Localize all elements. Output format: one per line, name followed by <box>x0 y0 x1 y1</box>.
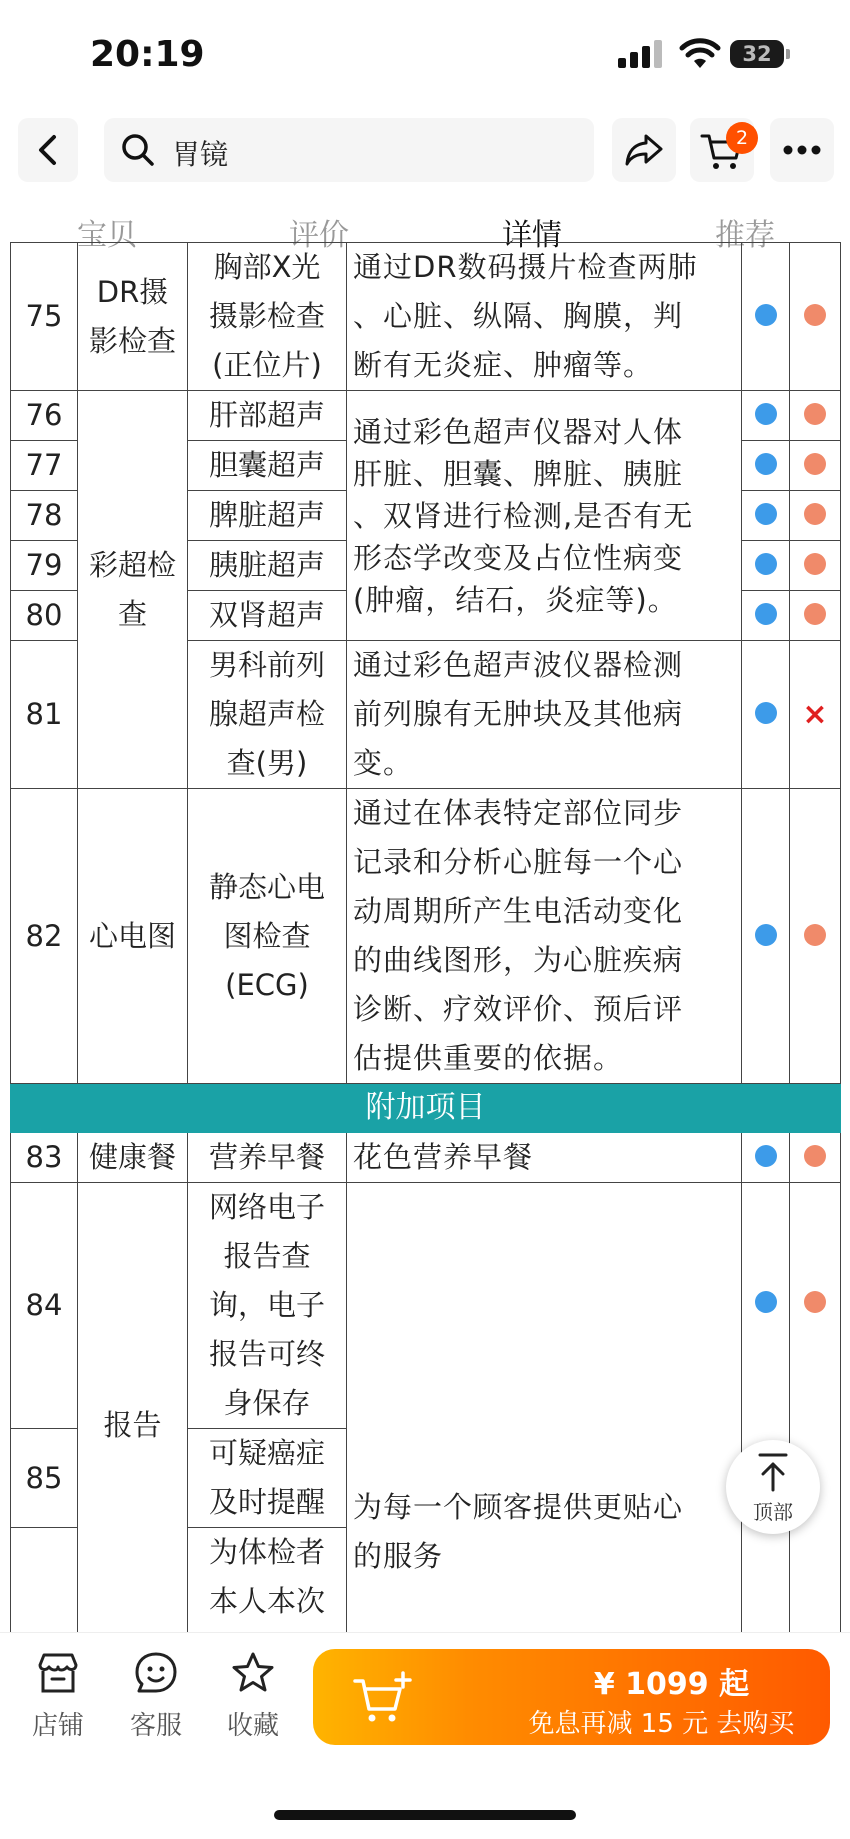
table-row <box>11 789 841 1084</box>
female-column <box>790 789 841 1084</box>
male-column <box>742 641 790 789</box>
applicable-dot <box>804 603 826 625</box>
applicable-dot <box>804 553 826 575</box>
row-number: 78 <box>11 491 78 541</box>
more-icon <box>782 144 822 156</box>
female-column <box>790 391 841 441</box>
applicable-dot <box>755 924 777 946</box>
service-label: 客服 <box>129 1711 182 1741</box>
promo-label: 免息再减 15 元 去购买 <box>528 1709 795 1739</box>
applicable-dot <box>804 924 826 946</box>
row-number: 79 <box>11 541 78 591</box>
male-column <box>742 1183 790 1669</box>
star-icon <box>231 1651 275 1695</box>
table-row <box>11 1183 841 1429</box>
bottom-action-bar <box>0 1632 850 1793</box>
applicable-dot <box>804 403 826 425</box>
back-to-top-label: 顶部 <box>753 1500 793 1524</box>
row-number: 83 <box>11 1133 78 1183</box>
tab-reviews[interactable]: 评价 <box>289 218 349 253</box>
favorite-button[interactable] <box>213 1651 293 1742</box>
item-cell: 网络电子 报告查 询，电子 报告可终 身保存 <box>188 1183 347 1429</box>
category-cell: 心电图 <box>78 789 188 1084</box>
item-cell: 脾脏超声 <box>188 491 347 541</box>
male-column <box>742 591 790 641</box>
applicable-dot <box>755 1145 777 1167</box>
male-column <box>742 391 790 441</box>
female-column <box>790 243 841 391</box>
share-button[interactable] <box>612 118 676 182</box>
female-column <box>790 541 841 591</box>
description-cell: 通过彩色超声波仪器检测 前列腺有无肿块及其他病 变。 <box>347 641 742 789</box>
item-cell: 双肾超声 <box>188 591 347 641</box>
female-column <box>790 1133 841 1183</box>
search-icon <box>120 132 156 168</box>
applicable-dot <box>804 453 826 475</box>
female-column <box>790 591 841 641</box>
male-column <box>742 243 790 391</box>
description-cell: 为每一个顾客提供更贴心 的服务 <box>347 1183 742 1669</box>
applicable-dot <box>755 553 777 575</box>
applicable-dot <box>755 702 777 724</box>
applicable-dot <box>755 503 777 525</box>
back-button[interactable] <box>18 118 78 182</box>
search-text: 胃镜 <box>172 138 229 171</box>
detail-content[interactable] <box>0 250 850 1629</box>
arrow-up-icon <box>757 1452 789 1492</box>
female-column <box>790 491 841 541</box>
row-number: 76 <box>11 391 78 441</box>
chevron-left-icon <box>34 134 62 166</box>
applicable-dot <box>804 503 826 525</box>
applicable-dot <box>804 1291 826 1313</box>
chat-smile-icon <box>134 1651 178 1695</box>
row-number: 82 <box>11 789 78 1084</box>
table-row <box>11 391 841 441</box>
male-column <box>742 441 790 491</box>
battery-icon: 32 <box>730 40 784 68</box>
wifi-icon <box>680 38 720 70</box>
category-cell: 彩超检 查 <box>78 391 188 789</box>
clock: 20:19 <box>90 34 205 75</box>
applicable-dot <box>755 1291 777 1313</box>
more-button[interactable] <box>770 118 834 182</box>
search-input[interactable] <box>104 118 594 182</box>
applicable-dot <box>804 1145 826 1167</box>
row-number: 80 <box>11 591 78 641</box>
checkup-table <box>10 242 841 1669</box>
favorite-label: 收藏 <box>226 1711 279 1741</box>
section-header <box>11 1084 841 1133</box>
category-cell: DR摄 影检查 <box>78 243 188 391</box>
battery-tip <box>786 49 790 59</box>
tab-item[interactable]: 宝贝 <box>77 218 137 253</box>
table-row <box>11 243 841 391</box>
back-to-top-button[interactable] <box>726 1440 820 1534</box>
item-cell: 男科前列 腺超声检 查(男) <box>188 641 347 789</box>
applicable-dot <box>755 403 777 425</box>
male-column <box>742 491 790 541</box>
row-number: 85 <box>11 1429 78 1528</box>
male-column <box>742 1133 790 1183</box>
female-column <box>790 641 841 789</box>
item-cell: 肝部超声 <box>188 391 347 441</box>
category-cell: 健康餐 <box>78 1133 188 1183</box>
applicable-dot <box>755 603 777 625</box>
nav-bar <box>0 118 850 184</box>
shop-icon <box>36 1651 80 1695</box>
price-label: ¥ 1099 起 <box>593 1667 750 1702</box>
row-number: 81 <box>11 641 78 789</box>
applicable-dot <box>755 453 777 475</box>
row-number: 77 <box>11 441 78 491</box>
tab-details[interactable]: 详情 <box>502 218 562 253</box>
not-applicable-icon: × <box>802 697 828 732</box>
applicable-dot <box>804 304 826 326</box>
category-cell: 报告 <box>78 1183 188 1669</box>
item-cell: 静态心电 图检查 (ECG) <box>188 789 347 1084</box>
cart-badge: 2 <box>726 122 758 154</box>
item-cell: 为体检者 本人本次 <box>188 1528 347 1669</box>
row-number: 75 <box>11 243 78 391</box>
section-title: 附加项目 <box>11 1084 841 1133</box>
share-icon <box>624 132 664 168</box>
status-bar <box>0 0 850 110</box>
item-cell: 胰脏超声 <box>188 541 347 591</box>
female-column <box>790 1183 841 1669</box>
item-cell: 可疑癌症 及时提醒 <box>188 1429 347 1528</box>
signal-icon <box>618 40 666 68</box>
row-number: 84 <box>11 1183 78 1429</box>
male-column <box>742 789 790 1084</box>
description-cell: 通过DR数码摄片检查两肺 、心脏、纵隔、胸膜，判 断有无炎症、肿瘤等。 <box>347 243 742 391</box>
tab-recommend[interactable]: 推荐 <box>715 218 775 253</box>
cart-button[interactable] <box>690 118 754 182</box>
item-cell: 胸部X光 摄影检查 (正位片) <box>188 243 347 391</box>
description-cell: 通过在体表特定部位同步 记录和分析心脏每一个心 动周期所产生电活动变化 的曲线图形，为心脏疾病 诊断、疗效评价、预后评 估提供重要的依据。 <box>347 789 742 1084</box>
male-column <box>742 541 790 591</box>
table-row <box>11 1133 841 1183</box>
buy-button[interactable] <box>313 1649 830 1745</box>
item-cell: 胆囊超声 <box>188 441 347 491</box>
home-indicator <box>274 1810 576 1820</box>
female-column <box>790 441 841 491</box>
item-cell: 营养早餐 <box>188 1133 347 1183</box>
add-to-cart-icon[interactable] <box>353 1671 413 1727</box>
shop-button[interactable] <box>18 1651 98 1742</box>
description-cell: 花色营养早餐 <box>347 1133 742 1183</box>
shop-label: 店铺 <box>31 1711 84 1741</box>
applicable-dot <box>755 304 777 326</box>
customer-service-button[interactable] <box>116 1651 196 1742</box>
description-cell: 通过彩色超声仪器对人体 肝脏、胆囊、脾脏、胰脏 、双肾进行检测,是否有无 形态学改变及占位性病变 (肿瘤，结石，炎症等)。 <box>347 391 742 641</box>
